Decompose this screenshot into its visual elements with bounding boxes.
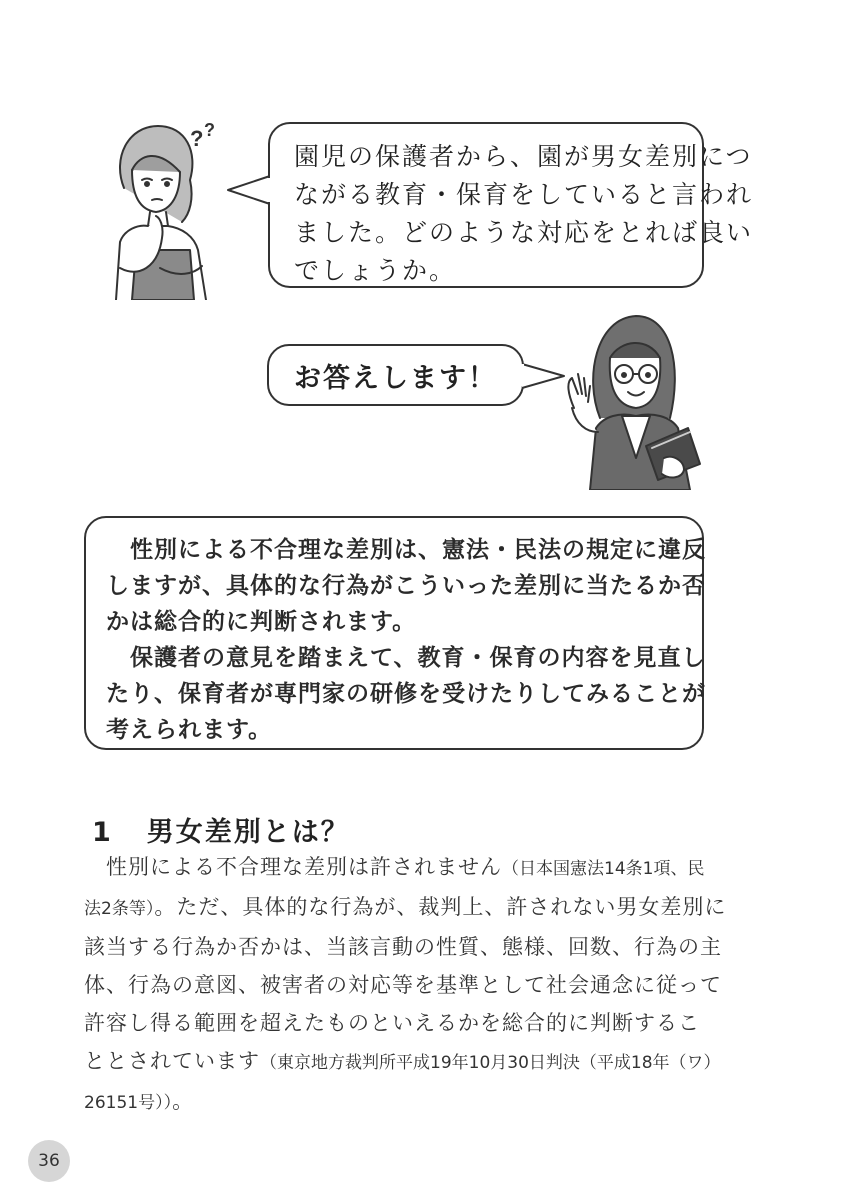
summary-line-2: しますが、具体的な行為がこういった差別に当たるか否 [106, 573, 706, 599]
summary-line-4: 保護者の意見を踏まえて、教育・保育の内容を見直し [106, 645, 706, 671]
worried-woman-illustration [98, 118, 228, 300]
svg-text:?: ? [204, 120, 215, 140]
body-line-5: 許容し得る範囲を超えたものといえるかを総合的に判断するこ [84, 1011, 700, 1035]
answer-bubble [267, 344, 524, 406]
summary-line-1: 性別による不合理な差別は、憲法・民法の規定に違反 [106, 537, 706, 563]
answer-summary-box [84, 516, 704, 750]
summary-line-6: 考えられます。 [106, 717, 273, 743]
question-bubble-tail [226, 172, 272, 208]
body-line-1: 性別による不合理な差別は許されません（日本国憲法14条1項、民 [84, 855, 705, 879]
question-line-3: ました。どのような対応をとれば良い [294, 218, 754, 247]
question-line-2: ながる教育・保育をしていると言われ [294, 180, 754, 209]
summary-line-5: たり、保育者が専門家の研修を受けたりしてみることが [106, 681, 706, 707]
body-line-2: 法2条等）。ただ、具体的な行為が、裁判上、許されない男女差別に [84, 895, 727, 919]
tail-seam-2 [521, 364, 524, 386]
body-text [84, 848, 727, 1122]
body-line-6: ととされています（東京地方裁判所平成19年10月30日判決（平成18年（ワ） [84, 1049, 721, 1073]
tail-seam [268, 178, 271, 202]
body-line-7: 26151号））。 [84, 1089, 195, 1113]
section-heading [92, 810, 350, 849]
section-number: 1 [92, 817, 113, 848]
section-title: 男女差別とは？ [146, 817, 350, 848]
body-line-3: 該当する行為か否かは、当該言動の性質、態様、回数、行為の主 [84, 935, 722, 959]
question-line-4: でしょうか。 [294, 256, 457, 285]
page-number: 36 [28, 1140, 70, 1182]
body-line-4: 体、行為の意図、被害者の対応等を基準として社会通念に従って [84, 973, 722, 997]
lawyer-woman-illustration [560, 308, 710, 490]
question-line-1: 園児の保護者から、園が男女差別につ [294, 142, 753, 171]
svg-text:?: ? [190, 126, 204, 151]
answer-bubble-text: お答えします！ [294, 362, 497, 394]
summary-line-3: かは総合的に判断されます。 [106, 609, 417, 635]
question-bubble [268, 122, 754, 288]
